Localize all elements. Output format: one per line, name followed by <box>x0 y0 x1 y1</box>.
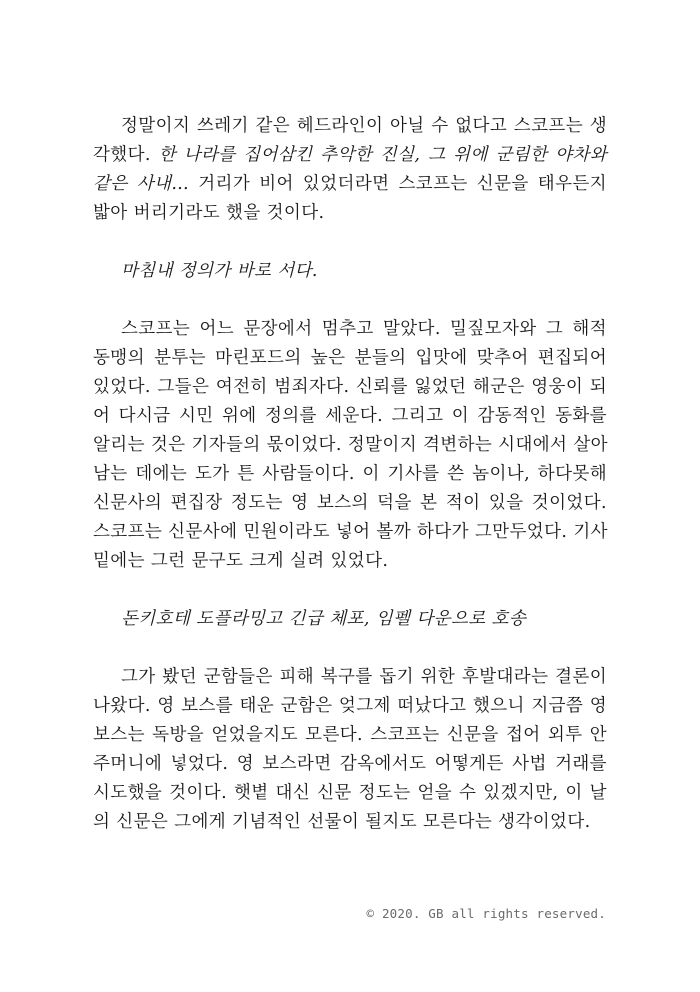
text-run: 동맹의 분투는 마린포드의 높은 분들의 입맛에 맞추어 편집되어 <box>93 348 607 368</box>
text-line <box>93 344 607 373</box>
text-line <box>93 663 607 692</box>
text-line <box>93 141 607 170</box>
text-run: 스코프는 어느 문장에서 멈추고 말았다. 밀짚모자와 그 해적 <box>121 319 607 339</box>
text-line <box>93 721 607 750</box>
text-line <box>93 808 607 837</box>
paragraph-2 <box>93 315 607 576</box>
text-line <box>93 460 607 489</box>
paragraph-3 <box>93 663 607 837</box>
text-line <box>93 402 607 431</box>
text-run: 어 다시금 시민 위에 정의를 세운다. 그리고 이 감동적인 동화를 <box>93 406 607 426</box>
text-run: 각했다. <box>93 145 159 165</box>
paragraph-1 <box>93 112 607 228</box>
text-run: 정말이지 쓰레기 같은 헤드라인이 아닐 수 없다고 스코프는 생 <box>121 116 607 136</box>
text-run: 스코프는 신문사에 민원이라도 넣어 볼까 하다가 그만두었다. 기사 <box>93 522 608 542</box>
text-line <box>93 431 607 460</box>
text-run: 의 신문은 그에게 기념적인 선물이 될지도 모른다는 생각이었다. <box>93 812 591 832</box>
italic-text-run: 한 나라를 집어삼킨 추악한 진실, 그 위에 군림한 야차와 <box>158 145 607 165</box>
headline-text: 마침내 정의가 바로 서다. <box>121 261 318 281</box>
text-line <box>93 750 607 779</box>
text-run: 그가 봤던 군함들은 피해 복구를 돕기 위한 후발대라는 결론이 <box>121 667 607 687</box>
text-run: 남는 데에는 도가 튼 사람들이다. 이 기사를 쓴 놈이나, 하다못해 <box>93 464 607 484</box>
text-run: 시도했을 것이다. 햇볕 대신 신문 정도는 얻을 수 있겠지만, 이 날 <box>93 783 607 803</box>
text-line <box>93 779 607 808</box>
text-line <box>93 112 607 141</box>
quoted-headline-1 <box>93 257 607 286</box>
copyright-footer: © 2020. GB all rights reserved. <box>366 906 606 921</box>
text-line <box>93 692 607 721</box>
text-run: 밑에는 그런 문구도 크게 실려 있었다. <box>93 551 389 571</box>
headline-text: 돈키호테 도플라밍고 긴급 체포, 임펠 다운으로 호송 <box>121 609 527 629</box>
text-line <box>93 199 607 228</box>
text-line <box>93 373 607 402</box>
text-line <box>93 489 607 518</box>
text-run: 나왔다. 영 보스를 태운 군함은 엊그제 떠났다고 했으니 지금쯤 영 <box>93 696 607 716</box>
text-run: 알리는 것은 기자들의 몫이었다. 정말이지 격변하는 시대에서 살아 <box>93 435 608 455</box>
text-line <box>93 547 607 576</box>
text-run: 주머니에 넣었다. 영 보스라면 감옥에서도 어떻게든 사법 거래를 <box>93 754 607 774</box>
document-body <box>93 112 607 837</box>
text-run: 있었다. 그들은 여전히 범죄자다. 신뢰를 잃었던 해군은 영웅이 되 <box>93 377 607 397</box>
text-line <box>93 170 607 199</box>
text-line <box>93 315 607 344</box>
quoted-headline-2 <box>93 605 607 634</box>
text-run: 거리가 비어 있었더라면 스코프는 신문을 태우든지 <box>189 174 607 194</box>
text-run: 신문사의 편집장 정도는 영 보스의 덕을 본 적이 있을 것이었다. <box>93 493 607 513</box>
text-run: 보스는 독방을 얻었을지도 모른다. 스코프는 신문을 접어 외투 안 <box>93 725 607 745</box>
text-line <box>93 518 607 547</box>
italic-text-run: 같은 사내… <box>93 174 190 194</box>
text-run: 밟아 버리기라도 했을 것이다. <box>93 203 325 223</box>
